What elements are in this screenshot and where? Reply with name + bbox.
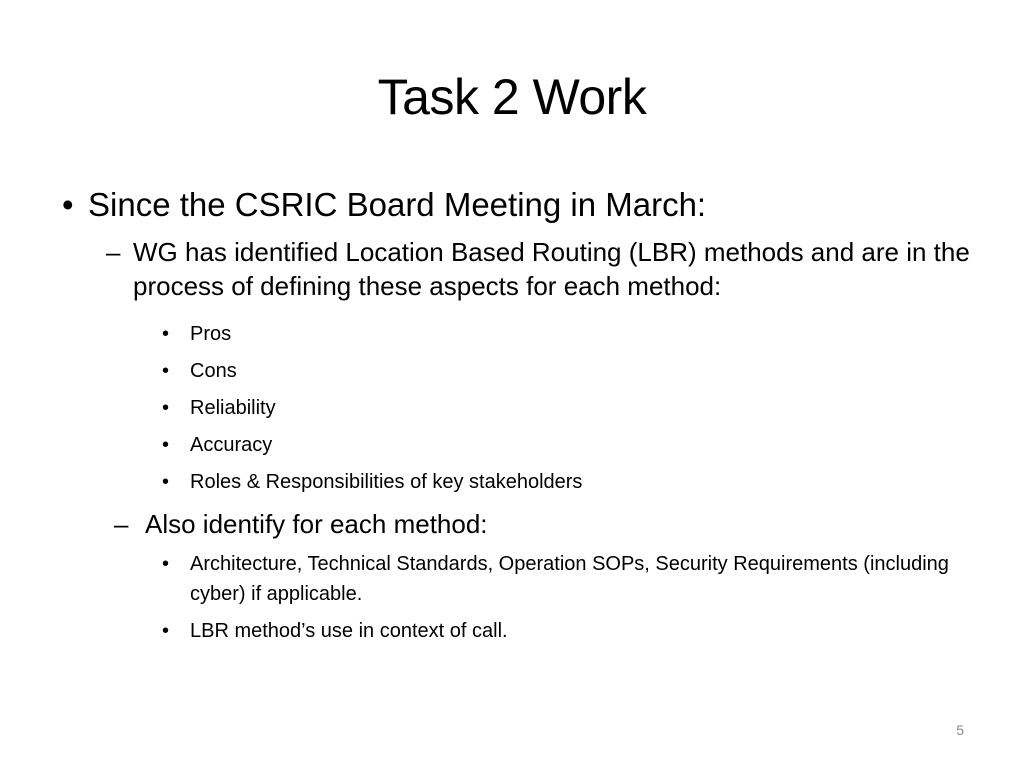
list-item-text: Accuracy [190, 434, 273, 456]
list-item-accuracy [162, 430, 972, 460]
list-item-text: Reliability [190, 397, 276, 419]
sub-bullet-lbr-methods [106, 235, 976, 303]
bullet-dot-icon: • [162, 434, 170, 456]
bullet-dot-icon: • [162, 323, 170, 345]
slide-title: Task 2 Work [377, 69, 647, 125]
list-item-text: LBR method’s use in context of call. [190, 620, 508, 642]
bullet-dot-icon: • [62, 186, 74, 223]
list-item-text: Architecture, Technical Standards, Operation SOPs, Security Requirements (including cyber) if applicable. [190, 553, 949, 605]
list-item-cons [162, 356, 972, 386]
page-number: 5 [956, 722, 964, 738]
bullet-main [62, 184, 982, 226]
bullet-dot-icon: • [162, 620, 170, 642]
sub-bullet-lbr-methods-text: WG has identified Location Based Routing (LBR) methods and are in the process of defining these aspects for each method: [133, 237, 970, 301]
bullet-main-text: Since the CSRIC Board Meeting in March: [88, 186, 707, 223]
list-item-lbr-use [162, 616, 972, 646]
dash-icon: – [114, 509, 129, 539]
list-item-architecture [162, 549, 972, 609]
bullet-dot-icon: • [162, 360, 170, 382]
list-item-text: Pros [190, 323, 232, 345]
list-item-pros [162, 319, 972, 349]
list-item-reliability [162, 393, 972, 423]
sub-bullet-also-identify-text: Also identify for each method: [145, 509, 488, 539]
bullet-dot-icon: • [162, 471, 170, 493]
bullet-dot-icon: • [162, 397, 170, 419]
list-item-roles [162, 467, 972, 497]
list-item-text: Cons [190, 360, 237, 382]
sub-bullet-also-identify [114, 507, 974, 541]
dash-icon: – [106, 237, 121, 267]
list-item-text: Roles & Responsibilities of key stakeholders [190, 471, 583, 493]
bullet-dot-icon: • [162, 553, 170, 575]
